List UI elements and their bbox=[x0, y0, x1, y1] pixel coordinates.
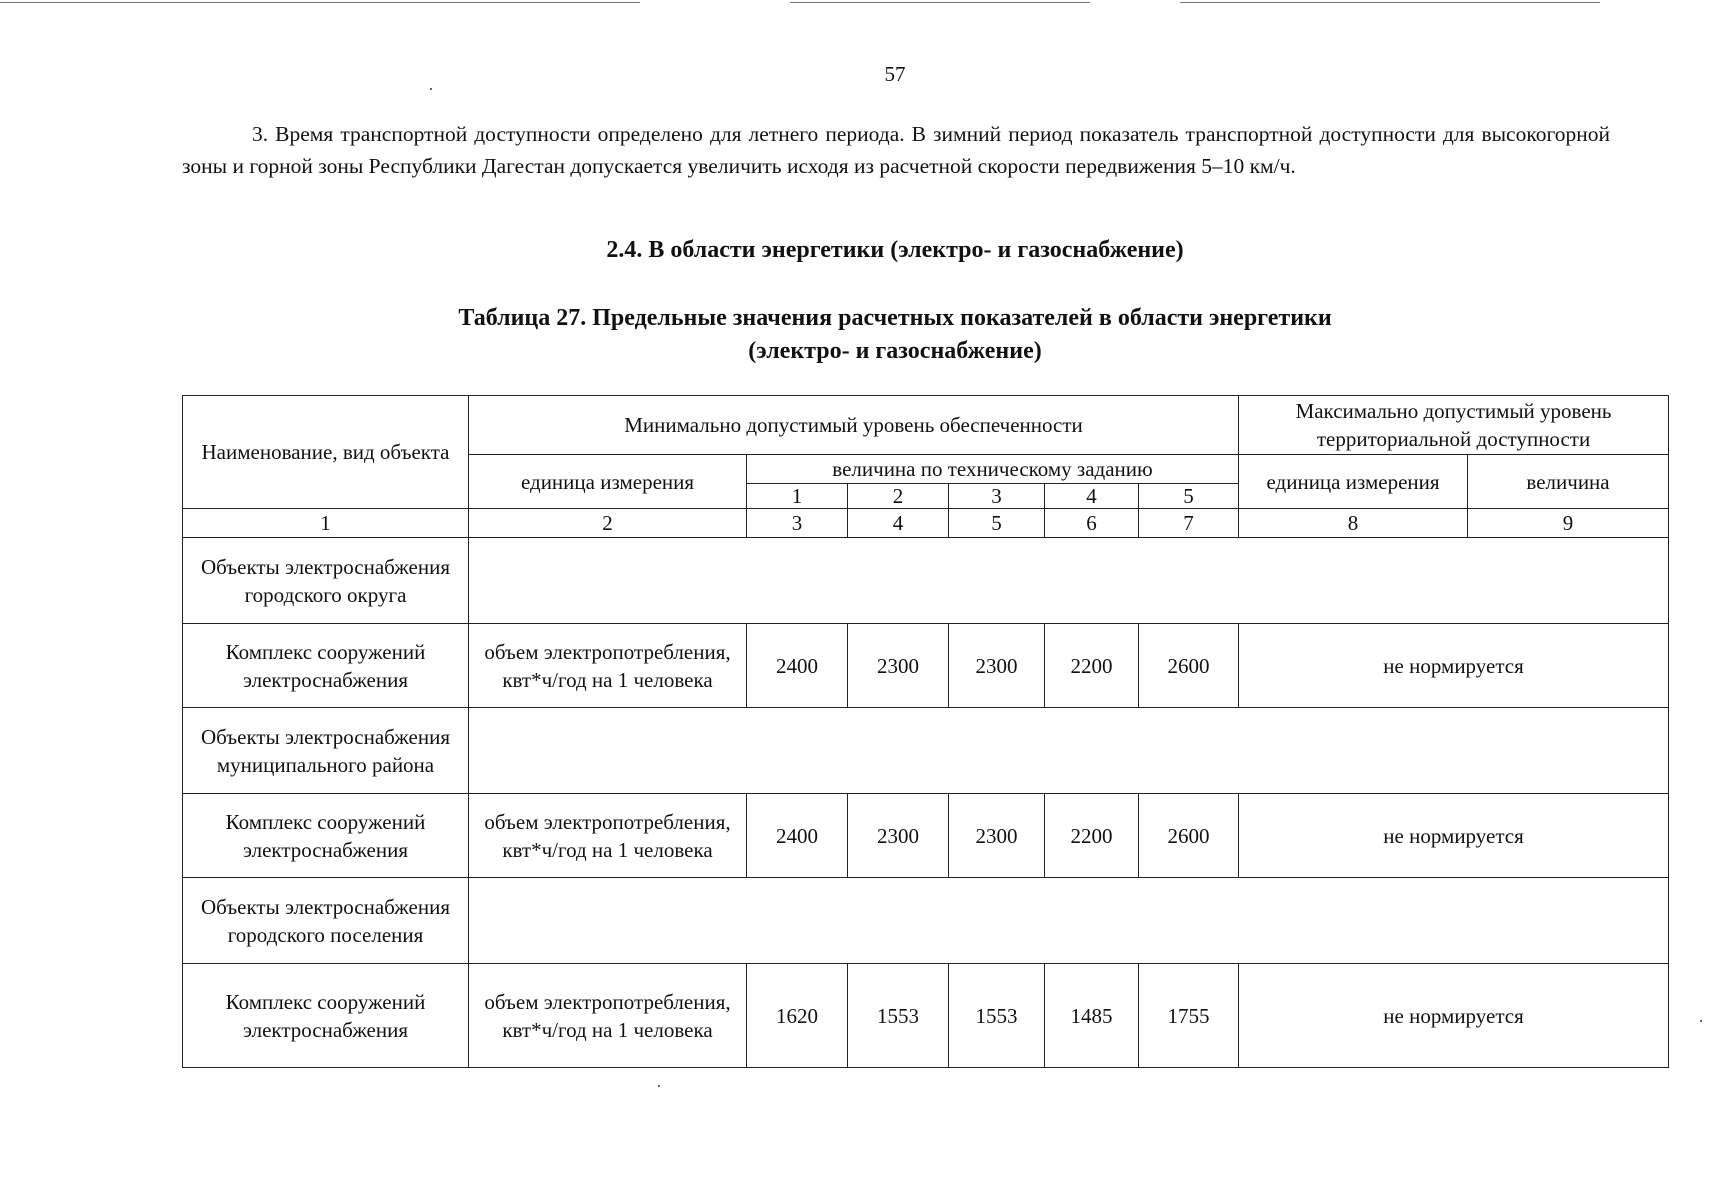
item-value: 2200 bbox=[1045, 794, 1139, 878]
group-row bbox=[183, 538, 1669, 624]
item-access: не нормируется bbox=[1239, 794, 1669, 878]
energy-indicators-table bbox=[182, 395, 1669, 1068]
table-container bbox=[182, 395, 1669, 1068]
table-title-line-1: Таблица 27. Предельные значения расчетных показателей в области энергетики bbox=[458, 305, 1332, 331]
item-access: не нормируется bbox=[1239, 964, 1669, 1068]
group-empty-cell bbox=[469, 538, 1669, 624]
item-unit: объем электропотребления, квт*ч/год на 1 человека bbox=[469, 964, 747, 1068]
item-value: 1485 bbox=[1045, 964, 1139, 1068]
item-value: 1620 bbox=[747, 964, 848, 1068]
item-value: 2300 bbox=[848, 794, 949, 878]
column-number: 2 bbox=[469, 509, 747, 538]
page-number: 57 bbox=[884, 62, 906, 86]
table-row bbox=[183, 624, 1669, 708]
item-name: Комплекс сооружений электроснабжения bbox=[183, 964, 469, 1068]
item-unit: объем электропотребления, квт*ч/год на 1 человека bbox=[469, 794, 747, 878]
item-value: 2600 bbox=[1139, 624, 1239, 708]
item-value: 2300 bbox=[848, 624, 949, 708]
group-row bbox=[183, 878, 1669, 964]
header-name-col: Наименование, вид объекта bbox=[183, 396, 469, 509]
item-name: Комплекс сооружений электроснабжения bbox=[183, 624, 469, 708]
table-title-line-2: (электро- и газоснабжение) bbox=[748, 338, 1042, 364]
item-unit: объем электропотребления, квт*ч/год на 1 человека bbox=[469, 624, 747, 708]
column-number: 3 bbox=[747, 509, 848, 538]
scan-speck bbox=[1700, 1020, 1702, 1022]
column-number: 8 bbox=[1239, 509, 1468, 538]
item-name: Комплекс сооружений электроснабжения bbox=[183, 794, 469, 878]
column-number: 5 bbox=[949, 509, 1045, 538]
table-title bbox=[182, 302, 1608, 368]
item-value: 1755 bbox=[1139, 964, 1239, 1068]
item-value: 1553 bbox=[949, 964, 1045, 1068]
item-value: 2600 bbox=[1139, 794, 1239, 878]
column-number: 1 bbox=[183, 509, 469, 538]
variant-cell: 1 bbox=[747, 484, 848, 509]
group-empty-cell bbox=[469, 708, 1669, 794]
column-number: 7 bbox=[1139, 509, 1239, 538]
item-value: 2300 bbox=[949, 794, 1045, 878]
variant-cell: 2 bbox=[848, 484, 949, 509]
scan-edge-line bbox=[790, 2, 1090, 3]
variant-cell: 5 bbox=[1139, 484, 1239, 509]
item-access: не нормируется bbox=[1239, 624, 1669, 708]
header-min-level: Минимально допустимый уровень обеспеченности bbox=[469, 396, 1239, 455]
item-value: 2400 bbox=[747, 624, 848, 708]
item-value: 2400 bbox=[747, 794, 848, 878]
scan-speck bbox=[658, 1085, 660, 1087]
header-max-access: Максимально допустимый уровень территориальной доступности bbox=[1239, 396, 1669, 455]
item-value: 2200 bbox=[1045, 624, 1139, 708]
scan-speck bbox=[430, 88, 432, 90]
header-tech-value: величина по техническому заданию bbox=[747, 455, 1239, 484]
variant-cell: 4 bbox=[1045, 484, 1139, 509]
scan-edge-line bbox=[1180, 2, 1600, 3]
group-row bbox=[183, 708, 1669, 794]
column-number: 9 bbox=[1468, 509, 1669, 538]
table-row bbox=[183, 964, 1669, 1068]
group-empty-cell bbox=[469, 878, 1669, 964]
column-number: 6 bbox=[1045, 509, 1139, 538]
header-max-value: величина bbox=[1468, 455, 1669, 509]
scan-edge-line bbox=[0, 2, 640, 3]
section-heading: 2.4. В области энергетики (электро- и газоснабжение) bbox=[606, 237, 1184, 263]
table-row bbox=[183, 794, 1669, 878]
group-title: Объекты электроснабжения муниципального района bbox=[183, 708, 469, 794]
footnote-paragraph: 3. Время транспортной доступности определено для летнего периода. В зимний период показатель транспортной доступности для высокогорной зоны и горной зоны Республики Дагестан допускается увеличить исходя из расчетной скорости передвижения 5–10 км/ч. bbox=[182, 122, 1610, 178]
header-unit: единица измерения bbox=[469, 455, 747, 509]
column-number-row bbox=[183, 509, 1669, 538]
item-value: 1553 bbox=[848, 964, 949, 1068]
group-title: Объекты электроснабжения городского округа bbox=[183, 538, 469, 624]
item-value: 2300 bbox=[949, 624, 1045, 708]
header-row-1 bbox=[183, 396, 1669, 455]
header-max-unit: единица измерения bbox=[1239, 455, 1468, 509]
variant-cell: 3 bbox=[949, 484, 1045, 509]
column-number: 4 bbox=[848, 509, 949, 538]
group-title: Объекты электроснабжения городского поселения bbox=[183, 878, 469, 964]
